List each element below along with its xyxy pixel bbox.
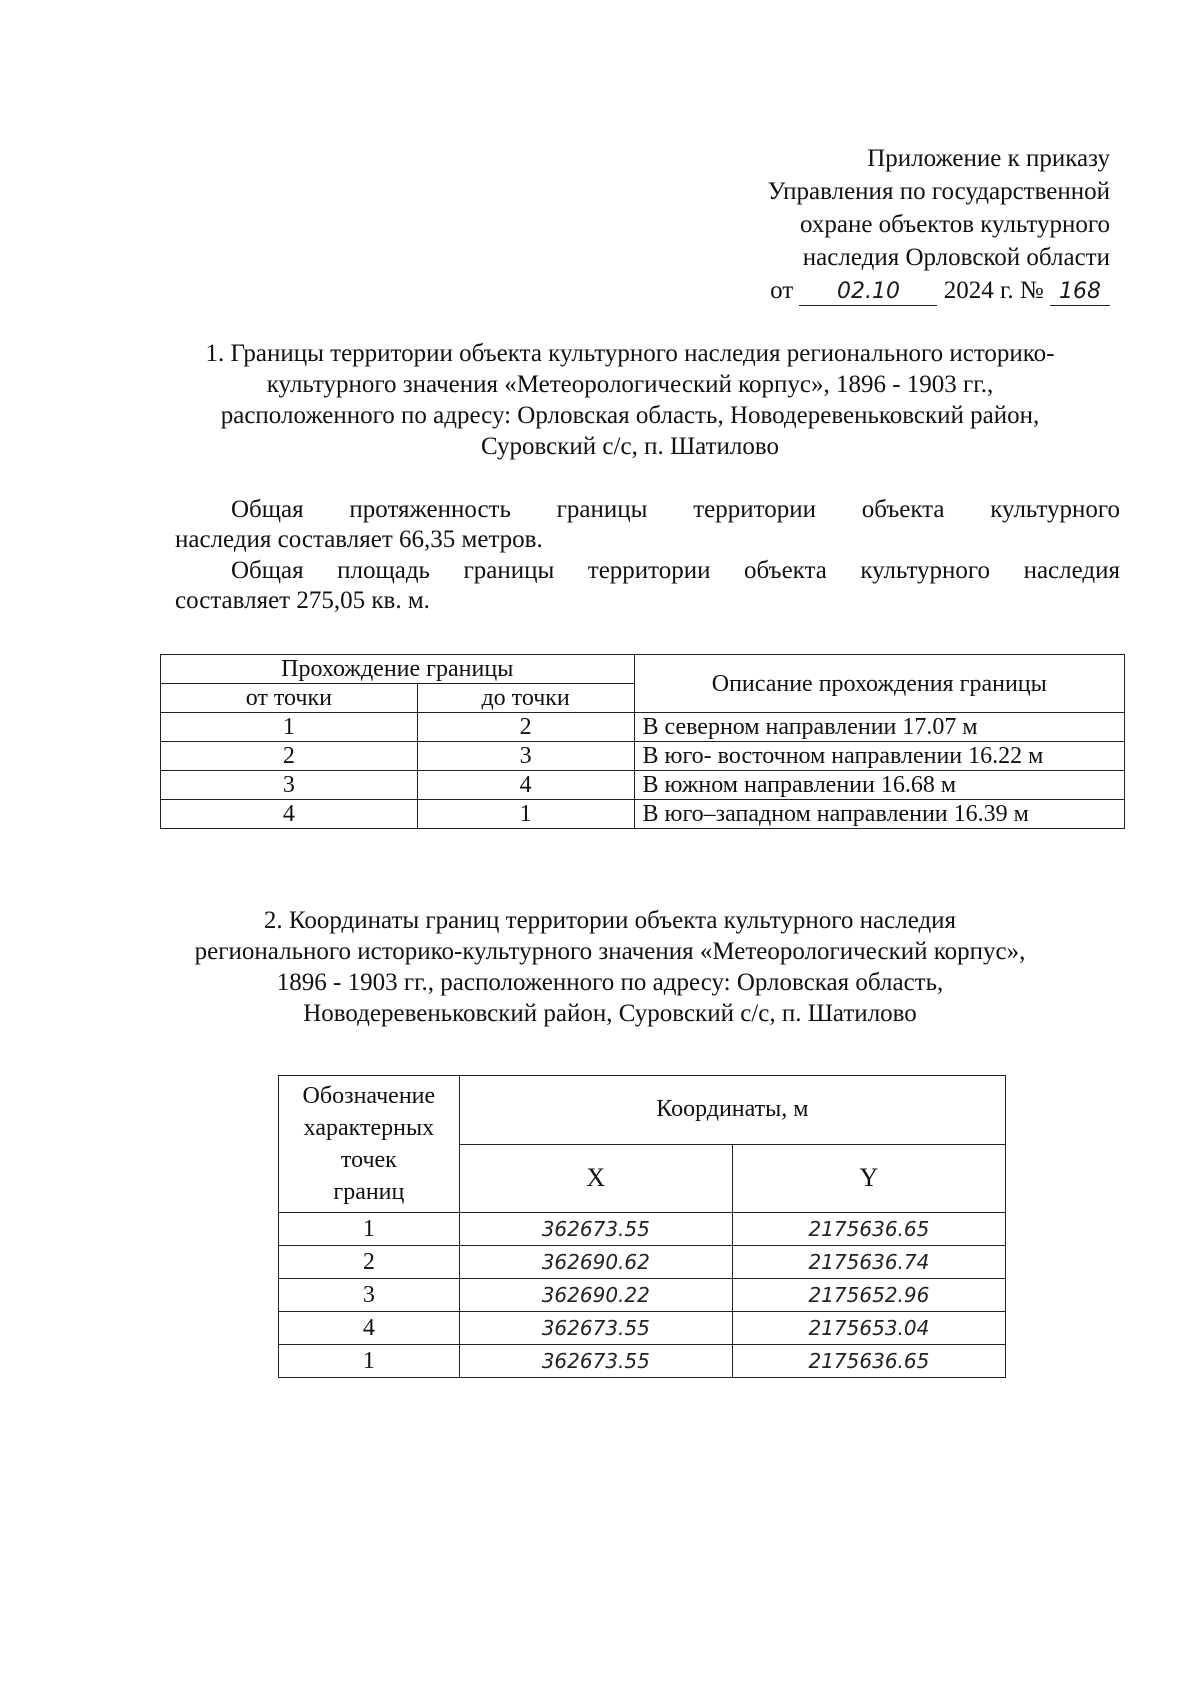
handwritten-order-number: 168 <box>1050 279 1110 306</box>
cell-from: 2 <box>161 742 418 771</box>
heading-line: 2. Координаты границ территории объекта культурного наследия <box>263 907 957 934</box>
header-line: характерных <box>303 1115 435 1141</box>
cell-y: 2175636.65 <box>732 1213 1005 1246</box>
cell-x: 362690.62 <box>459 1246 732 1279</box>
cell-description: В северном направлении 17.07 м <box>634 713 1125 742</box>
column-group-header: Прохождение границы <box>161 655 635 684</box>
column-header-y: Y <box>732 1144 1005 1213</box>
header-line: точек <box>340 1147 397 1173</box>
heading-line: 1896 - 1903 гг., расположенного по адресу: Орловская область, <box>276 969 944 996</box>
cell-from: 3 <box>161 771 418 800</box>
appendix-line: охране объектов культурного <box>799 211 1110 238</box>
appendix-date-line <box>550 274 1110 307</box>
cell-point: 3 <box>279 1279 460 1312</box>
cell-x: 362673.55 <box>459 1345 732 1378</box>
cell-point: 4 <box>279 1312 460 1345</box>
column-header-point-label <box>279 1076 460 1213</box>
table-row <box>161 742 1125 771</box>
column-header-x: X <box>459 1144 732 1213</box>
table-row <box>279 1213 1006 1246</box>
table-row <box>161 771 1125 800</box>
cell-to: 2 <box>417 713 634 742</box>
header-line: Обозначение <box>302 1083 436 1109</box>
boundary-area-paragraph <box>175 556 1120 616</box>
cell-x: 362673.55 <box>459 1213 732 1246</box>
table-row <box>279 1279 1006 1312</box>
cell-to: 3 <box>417 742 634 771</box>
year-text: 2024 г. № <box>943 277 1044 304</box>
heading-line: регионального историко-культурного значения «Метеорологический корпус», <box>194 938 1026 965</box>
cell-description: В юго–западном направлении 16.39 м <box>634 800 1125 829</box>
heading-line: расположенного по адресу: Орловская область, Новодеревеньковский район, <box>220 402 1040 429</box>
coordinates-table <box>278 1075 1006 1378</box>
table-row <box>279 1246 1006 1279</box>
appendix-line: наследия Орловской области <box>802 244 1110 271</box>
table-row <box>161 800 1125 829</box>
column-header-from: от точки <box>161 684 418 713</box>
table-row <box>279 1312 1006 1345</box>
cell-point: 2 <box>279 1246 460 1279</box>
header-line: границ <box>333 1179 405 1205</box>
heading-line: Новодеревеньковский район, Суровский с/с, п. Шатилово <box>303 1000 917 1027</box>
appendix-line: Приложение к приказу <box>867 145 1110 172</box>
cell-point: 1 <box>279 1213 460 1246</box>
boundary-length-paragraph <box>175 495 1120 555</box>
section1-heading <box>170 338 1090 462</box>
cell-y: 2175653.04 <box>732 1312 1005 1345</box>
cell-to: 1 <box>417 800 634 829</box>
cell-description: В южном направлении 16.68 м <box>634 771 1125 800</box>
paragraph-line: составляет 275,05 кв. м. <box>175 587 430 614</box>
section2-heading <box>150 905 1070 1029</box>
column-header-description: Описание прохождения границы <box>634 655 1125 713</box>
paragraph-line: Общая протяженность границы территории объекта культурного <box>231 496 1120 523</box>
boundary-passage-table <box>160 654 1125 829</box>
table-header-row <box>279 1076 1006 1145</box>
appendix-header <box>550 142 1110 307</box>
heading-line: культурного значения «Метеорологический корпус», 1896 - 1903 гг., <box>266 371 994 398</box>
cell-y: 2175652.96 <box>732 1279 1005 1312</box>
cell-from: 1 <box>161 713 418 742</box>
appendix-line: Управления по государственной <box>767 178 1110 205</box>
date-prefix: от <box>770 277 794 304</box>
cell-x: 362673.55 <box>459 1312 732 1345</box>
column-header-to: до точки <box>417 684 634 713</box>
cell-to: 4 <box>417 771 634 800</box>
paragraph-line: Общая площадь границы территории объекта культурного наследия <box>231 557 1120 584</box>
table-row <box>161 713 1125 742</box>
cell-point: 1 <box>279 1345 460 1378</box>
paragraph-line: наследия составляет 66,35 метров. <box>175 526 543 553</box>
table-row <box>279 1345 1006 1378</box>
heading-line: Суровский с/с, п. Шатилово <box>480 433 780 460</box>
column-group-header-coordinates: Координаты, м <box>459 1076 1005 1145</box>
cell-x: 362690.22 <box>459 1279 732 1312</box>
cell-description: В юго- восточном направлении 16.22 м <box>634 742 1125 771</box>
cell-y: 2175636.65 <box>732 1345 1005 1378</box>
table-header-row <box>161 655 1125 684</box>
cell-from: 4 <box>161 800 418 829</box>
heading-line: 1. Границы территории объекта культурного наследия регионального историко- <box>205 340 1055 367</box>
cell-y: 2175636.74 <box>732 1246 1005 1279</box>
handwritten-date: 02.10 <box>799 279 937 306</box>
